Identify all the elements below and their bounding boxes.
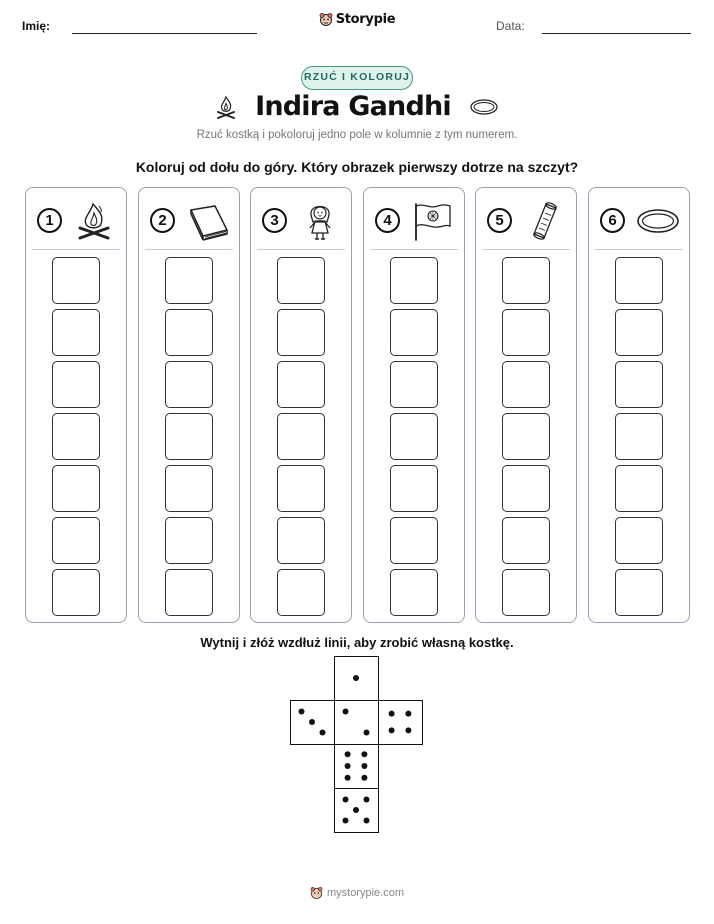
- page-title: Indira Gandhi: [255, 91, 451, 122]
- title-row: [0, 91, 714, 125]
- color-cell[interactable]: [390, 309, 438, 356]
- color-cell[interactable]: [390, 465, 438, 512]
- die-pip: [361, 775, 367, 781]
- column-2: [138, 187, 240, 623]
- color-cell[interactable]: [615, 257, 663, 304]
- color-cell[interactable]: [52, 309, 100, 356]
- book-icon: [185, 200, 231, 242]
- flag-icon: [410, 200, 456, 242]
- die-pips: [291, 701, 333, 743]
- die-face[interactable]: [334, 788, 379, 833]
- bangle-icon: [469, 98, 499, 116]
- die-pip: [299, 709, 305, 715]
- color-cell[interactable]: [277, 361, 325, 408]
- die-pip: [364, 730, 370, 736]
- column-number: 4: [375, 208, 400, 233]
- die-pip: [353, 807, 359, 813]
- name-line[interactable]: [72, 33, 257, 34]
- color-cell[interactable]: [277, 517, 325, 564]
- column-divider: [32, 249, 120, 250]
- color-cell[interactable]: [52, 257, 100, 304]
- die-pips: [335, 789, 377, 831]
- column-number: 6: [600, 208, 625, 233]
- die-pips: [335, 745, 377, 787]
- date-line[interactable]: [542, 33, 691, 34]
- die-pip: [345, 775, 351, 781]
- die-face[interactable]: [334, 656, 379, 701]
- color-cell[interactable]: [52, 361, 100, 408]
- die-net[interactable]: [290, 656, 424, 836]
- color-cell[interactable]: [502, 309, 550, 356]
- bangle-icon: [635, 200, 681, 242]
- die-pip: [389, 727, 395, 733]
- campfire-icon: [215, 94, 237, 120]
- color-cell[interactable]: [502, 465, 550, 512]
- column-divider: [145, 249, 233, 250]
- column-3: [250, 187, 352, 623]
- color-cell[interactable]: [165, 361, 213, 408]
- color-cell[interactable]: [165, 569, 213, 616]
- color-cell[interactable]: [390, 413, 438, 460]
- color-cell[interactable]: [165, 309, 213, 356]
- die-pips: [335, 657, 377, 699]
- color-cell[interactable]: [52, 569, 100, 616]
- die-pip: [320, 730, 326, 736]
- scroll-icon: [522, 200, 568, 242]
- column-number: 5: [487, 208, 512, 233]
- column-number: 3: [262, 208, 287, 233]
- die-pip: [364, 818, 370, 824]
- die-pip: [389, 711, 395, 717]
- column-number: 2: [150, 208, 175, 233]
- color-cell[interactable]: [52, 413, 100, 460]
- die-face[interactable]: [290, 700, 335, 745]
- color-cell[interactable]: [277, 569, 325, 616]
- date-label: Data:: [496, 19, 525, 33]
- cut-instruction: Wytnij i złóż wzdłuż linii, aby zrobić własną kostkę.: [200, 635, 514, 650]
- color-cell[interactable]: [615, 309, 663, 356]
- die-pip: [343, 797, 349, 803]
- brand-name: Storypie: [335, 12, 396, 27]
- activity-badge: RZUĆ I KOLORUJ: [301, 66, 413, 90]
- color-cell[interactable]: [390, 569, 438, 616]
- die-pip: [361, 763, 367, 769]
- die-pip: [405, 727, 411, 733]
- color-cell[interactable]: [502, 517, 550, 564]
- die-pip: [343, 818, 349, 824]
- brand-logo: [0, 12, 714, 32]
- storypie-mascot-icon: [310, 886, 323, 900]
- color-cell[interactable]: [502, 361, 550, 408]
- color-cell[interactable]: [390, 257, 438, 304]
- column-number: 1: [37, 208, 62, 233]
- die-face[interactable]: [334, 700, 379, 745]
- footer-url: mystorypie.com: [326, 887, 405, 899]
- color-cell[interactable]: [165, 465, 213, 512]
- column-1: [25, 187, 127, 623]
- die-face[interactable]: [334, 744, 379, 789]
- die-pip: [309, 719, 315, 725]
- footer: [0, 886, 714, 905]
- die-pip: [353, 675, 359, 681]
- die-pip: [343, 709, 349, 715]
- column-divider: [482, 249, 570, 250]
- subtitle: Rzuć kostką i pokoloruj jedno pole w kolumnie z tym numerem.: [196, 129, 518, 141]
- color-cell[interactable]: [277, 465, 325, 512]
- die-face[interactable]: [378, 700, 423, 745]
- color-cell[interactable]: [502, 257, 550, 304]
- campfire-icon: [72, 200, 118, 242]
- die-pip: [345, 763, 351, 769]
- girl-doll-icon: [297, 200, 343, 242]
- color-cell[interactable]: [277, 413, 325, 460]
- color-cell[interactable]: [165, 517, 213, 564]
- column-6: [588, 187, 690, 623]
- color-cell[interactable]: [390, 361, 438, 408]
- storypie-mascot-icon: [319, 12, 333, 27]
- instruction: Koloruj od dołu do góry. Który obrazek pierwszy dotrze na szczyt?: [135, 159, 579, 175]
- column-5: [475, 187, 577, 623]
- color-cell[interactable]: [277, 257, 325, 304]
- die-pips: [379, 701, 421, 743]
- column-4: [363, 187, 465, 623]
- color-cell[interactable]: [52, 517, 100, 564]
- name-label: Imię:: [22, 19, 51, 33]
- column-divider: [370, 249, 458, 250]
- color-cell[interactable]: [502, 569, 550, 616]
- die-pips: [335, 701, 377, 743]
- color-cell[interactable]: [615, 413, 663, 460]
- die-pip: [364, 797, 370, 803]
- color-cell[interactable]: [165, 413, 213, 460]
- color-cell[interactable]: [52, 465, 100, 512]
- color-cell[interactable]: [390, 517, 438, 564]
- color-cell[interactable]: [615, 465, 663, 512]
- color-cell[interactable]: [277, 309, 325, 356]
- column-divider: [595, 249, 683, 250]
- color-cell[interactable]: [615, 361, 663, 408]
- color-cell[interactable]: [615, 569, 663, 616]
- die-pip: [345, 751, 351, 757]
- color-cell[interactable]: [165, 257, 213, 304]
- color-cell[interactable]: [615, 517, 663, 564]
- die-pip: [405, 711, 411, 717]
- color-cell[interactable]: [502, 413, 550, 460]
- column-divider: [257, 249, 345, 250]
- die-pip: [361, 751, 367, 757]
